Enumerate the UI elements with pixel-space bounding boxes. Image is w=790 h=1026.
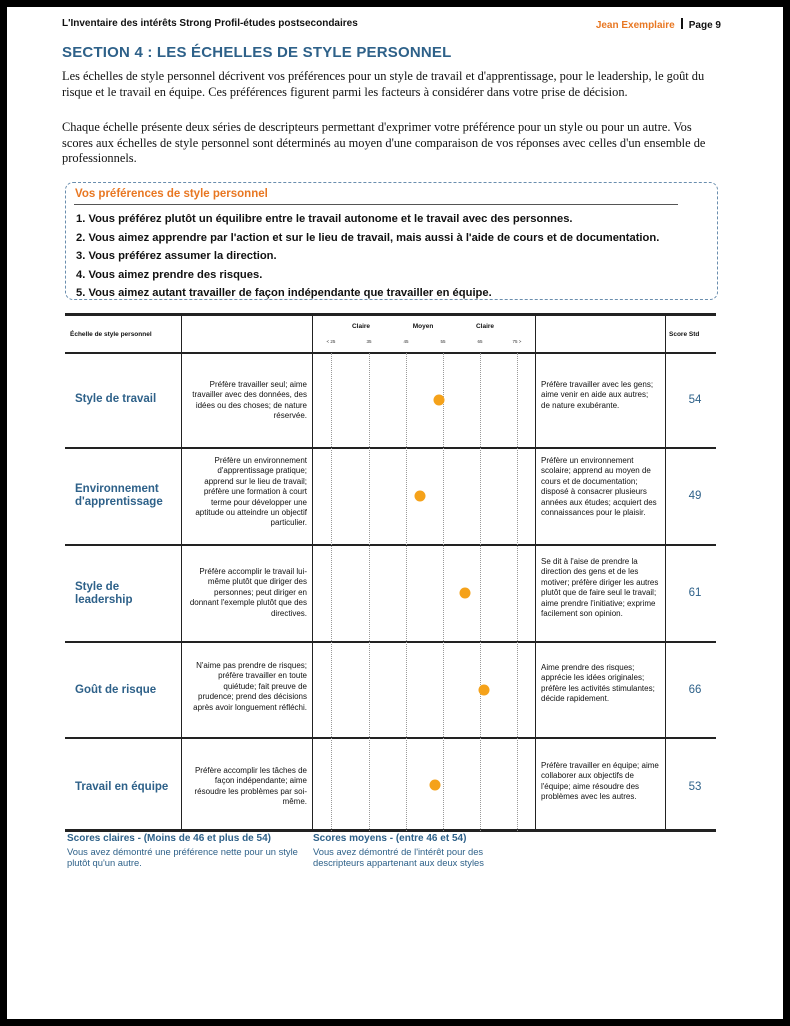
preference-item: 4. Vous aimez prendre des risques. — [76, 268, 263, 281]
average-scores-note — [313, 833, 525, 868]
tick-label: 75 > — [512, 339, 522, 344]
preferences-box — [65, 182, 718, 300]
scale-name-learning-environment: Environnement d'apprentissage — [75, 483, 163, 508]
gridline — [517, 353, 518, 831]
scale-name-work-style: Style de travail — [75, 393, 157, 405]
gridline — [443, 353, 444, 831]
scale-name-leadership-style: Style de leadership — [75, 581, 133, 606]
left-descriptor: N'aime pas prendre de risques; préfère travailler en toute quiétude; fait preuve de prudence; prend des décisions après avoir longuement réfléchi. — [193, 661, 307, 712]
tick-label: 45 — [403, 339, 409, 344]
scale-name-teamwork: Travail en équipe — [75, 781, 169, 793]
section-title: SECTION 4 : LES ÉCHELLES DE STYLE PERSONNEL — [62, 44, 452, 61]
clear-scores-title: Scores claires - (Moins de 46 et plus de 54) — [67, 833, 271, 844]
table-top-rule — [65, 313, 716, 316]
standard-score: 49 — [688, 490, 702, 502]
row-divider — [65, 737, 716, 739]
score-marker — [433, 395, 444, 406]
left-descriptor: Préfère accomplir les tâches de façon indépendante; aime résoudre les problèmes par soi-même. — [194, 766, 307, 807]
tick-label: 55 — [440, 339, 446, 344]
tick-label: 65 — [477, 339, 483, 344]
row-divider — [65, 641, 716, 643]
style-scales-table — [65, 313, 716, 831]
table-header-rule — [65, 352, 716, 354]
right-descriptor: Préfère travailler en équipe; aime collaborer aux objectifs de l'équipe; aime résoudre des problèmes avec les autres. — [541, 761, 659, 802]
preferences-title: Vos préférences de style personnel — [75, 188, 268, 200]
standard-score: 66 — [688, 684, 702, 696]
person-name: Jean Exemplaire — [595, 20, 675, 31]
left-descriptor: Préfère accomplir le travail lui-même plutôt que diriger des personnes; peut diriger en donnant l'exemple plutôt que des directives. — [189, 567, 307, 618]
scale-column-header: Échelle de style personnel — [70, 331, 152, 338]
left-descriptor: Préfère un environnement d'apprentissage pratique; apprend sur le lieu de travail; préfère une formation à court terme pour développer une aptitude ou atteindre un objectif particulier. — [195, 456, 307, 528]
average-scores-text: Vous avez démontré de l'intérêt pour des descripteurs appartenant aux deux styles — [313, 846, 484, 868]
score-marker — [430, 780, 441, 791]
preferences-rule — [74, 204, 678, 205]
gridline — [331, 353, 332, 831]
standard-score: 61 — [688, 587, 702, 599]
header-separator — [681, 18, 683, 29]
scale-label-average: Moyen — [412, 323, 434, 330]
right-descriptor: Préfère travailler avec les gens; aime venir en aide aux autres; de nature exubérante. — [541, 380, 654, 410]
score-marker — [478, 685, 489, 696]
tick-label: 35 — [366, 339, 372, 344]
gridline — [369, 353, 370, 831]
document-title: L'Inventaire des intérêts Strong Profil-études postsecondaires — [62, 18, 358, 29]
clear-scores-note — [67, 833, 299, 868]
column-divider — [312, 316, 313, 831]
row-divider — [65, 447, 716, 449]
header-right — [596, 18, 721, 31]
gridline — [406, 353, 407, 831]
score-column-header: Score Std — [669, 331, 700, 338]
left-descriptor: Préfère travailler seul; aime travailler avec des données, des idées ou des choses; de nature réservée. — [192, 380, 307, 421]
score-marker — [415, 491, 426, 502]
table-bottom-rule — [65, 829, 716, 832]
intro-paragraph-1: Les échelles de style personnel décrivent vos préférences pour un style de travail et d'apprentissage, pour le leadership, le goût du risque et le travail en équipe. Ces préférences figurent parmi les facteurs à considérer dans votre prise de décision. — [62, 69, 705, 99]
preference-item: 3. Vous préférez assumer la direction. — [76, 250, 277, 263]
column-divider — [665, 316, 666, 831]
tick-label: < 25 — [326, 339, 336, 344]
gridline — [480, 353, 481, 831]
right-descriptor: Préfère un environnement scolaire; apprend au moyen de cours et de documentation; disposé à consacrer plusieurs années aux études; acquiert des connaissances pour le plaisir. — [541, 456, 657, 518]
page-number: Page 9 — [688, 20, 721, 31]
average-scores-title: Scores moyens - (entre 46 et 54) — [313, 833, 467, 844]
page-header — [62, 18, 721, 32]
scale-name-risk-taking: Goût de risque — [75, 684, 157, 696]
column-divider — [535, 316, 536, 831]
preference-item: 5. Vous aimez autant travailler de façon indépendante que travailler en équipe. — [76, 287, 492, 300]
right-descriptor: Aime prendre des risques; apprécie les idées originales; préfère les activités stimulantes; décide rapidement. — [541, 663, 655, 704]
standard-score: 53 — [688, 781, 702, 793]
preference-item: 2. Vous aimez apprendre par l'action et sur le lieu de travail, mais aussi à l'aide de cours et de documentation. — [76, 231, 660, 244]
standard-score: 54 — [688, 394, 702, 406]
intro-paragraph-2: Chaque échelle présente deux séries de descripteurs permettant d'exprimer votre préférence pour un style ou pour un autre. Vos scores aux échelles de style personnel sont déterminés au moyen d'une comparaison de vos réponses avec celles d'un ensemble de professionnels. — [62, 120, 706, 166]
scale-label-clear-right: Claire — [475, 323, 495, 330]
clear-scores-text: Vous avez démontré une préférence nette pour un style plutôt qu'un autre. — [67, 846, 298, 868]
scale-label-clear-left: Claire — [351, 323, 371, 330]
score-marker — [459, 588, 470, 599]
preference-item: 1. Vous préférez plutôt un équilibre entre le travail autonome et le travail avec des personnes. — [76, 213, 573, 225]
right-descriptor: Se dit à l'aise de prendre la direction des gens et de les motiver; préfère diriger les autres plutôt que de faire seul le travail; aime prendre l'initiative; exprime facilement son opinion. — [541, 557, 659, 619]
column-divider — [181, 316, 182, 831]
preferences-list — [76, 210, 659, 303]
row-divider — [65, 544, 716, 546]
report-page — [7, 7, 783, 1019]
